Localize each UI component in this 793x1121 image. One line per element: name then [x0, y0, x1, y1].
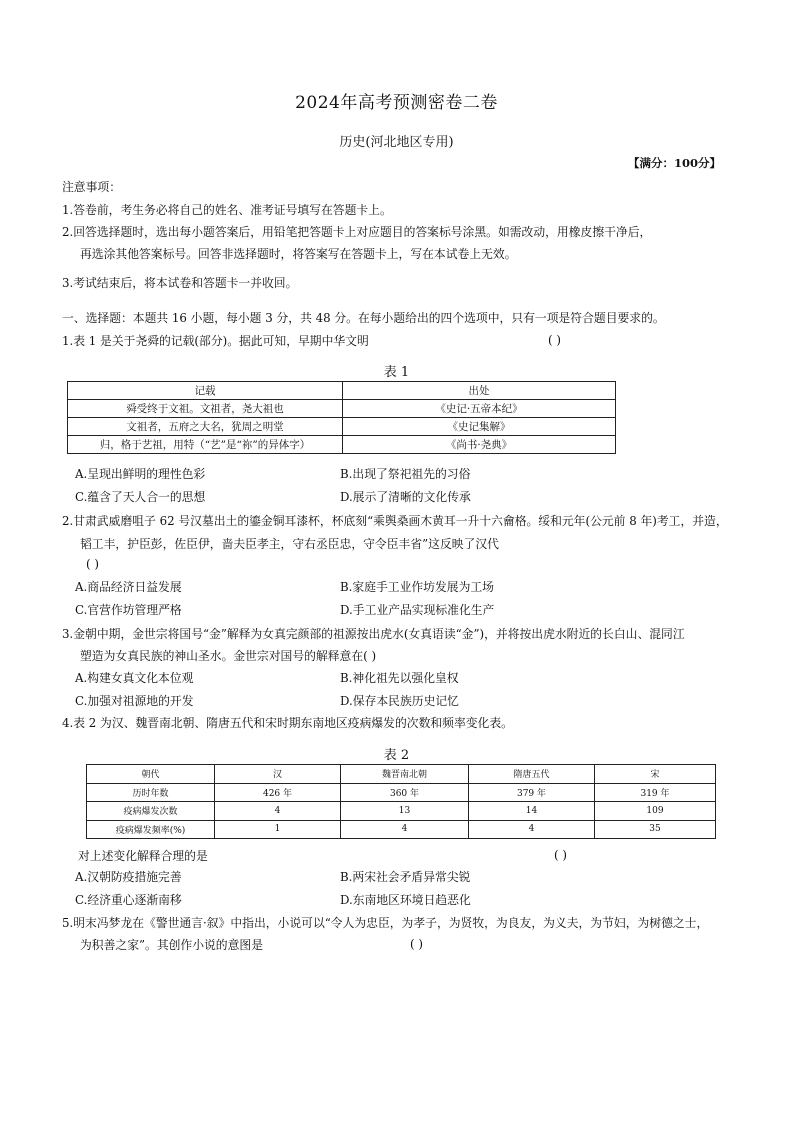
table-cell: 文祖者，五府之大名，犹周之明堂	[68, 418, 343, 436]
q1-option-b: B.出现了祭祀祖先的习俗	[340, 467, 471, 481]
q2-option-c: C.官营作坊管理严格	[75, 603, 182, 617]
table-cell: 4	[469, 820, 595, 839]
table-header: 朝代	[87, 765, 215, 784]
table-cell: 379 年	[469, 783, 595, 802]
table-cell: 109	[595, 802, 716, 821]
q3-option-c: C.加强对祖源地的开发	[75, 694, 194, 708]
table2-caption: 表 2	[383, 748, 410, 763]
q4-option-a: A.汉朝防疫措施完善	[75, 870, 182, 884]
q4-stem: 4.表 2 为汉、魏晋南北朝、隋唐五代和宋时期东南地区疫病爆发的次数和频率变化表。	[62, 716, 513, 730]
q2-stem-line1: 2.甘肃武威磨咀子 62 号汉墓出土的鎏金铜耳漆杯，杯底刻“乘舆桑画木黄耳一升十六龠格。绥和元年(公元前 8 年)考工，并造，	[62, 514, 728, 528]
table-cell: 《史记·五帝本纪》	[343, 400, 616, 418]
q3-stem-line2: 塑造为女真民族的神山圣水。金世宗对国号的解释意在( )	[80, 649, 377, 663]
table-row	[68, 418, 616, 436]
table-header: 出处	[343, 382, 616, 400]
q5-stem-line2: 为积善之家”。其创作小说的意图是	[80, 938, 263, 952]
q1-answer-paren: ( )	[548, 333, 561, 347]
table-cell: 14	[469, 802, 595, 821]
table-row	[87, 820, 716, 839]
table-cell: 《尚书·尧典》	[343, 436, 616, 454]
table-cell: 360 年	[341, 783, 469, 802]
q5-stem-line1: 5.明末冯梦龙在《警世通言·叙》中指出，小说可以“令人为忠臣，为孝子，为贤牧，为良友，为义夫，为节妇，为树德之士，	[62, 916, 709, 930]
table-header: 汉	[215, 765, 341, 784]
table-cell: 426 年	[215, 783, 341, 802]
table-cell: 4	[341, 820, 469, 839]
full-score: 【满分：100分】	[627, 156, 721, 170]
q5-answer-paren: ( )	[410, 937, 423, 951]
table-cell: 13	[341, 802, 469, 821]
table-cell: 疫病爆发频率(%)	[87, 820, 215, 839]
note-item-2: 2.回答选择题时，选出每小题答案后，用铅笔把答题卡上对应题目的答案标号涂黑。如需改动，用橡皮擦干净后，	[62, 225, 652, 239]
q2-option-b: B.家庭手工业作坊发展为工场	[340, 580, 494, 594]
table-cell: 归，格于艺祖，用特（“艺”是“祢”的异体字）	[68, 436, 343, 454]
exam-subtitle: 历史(河北地区专用)	[339, 135, 454, 150]
table-header: 宋	[595, 765, 716, 784]
table-row	[68, 436, 616, 454]
note-item-3: 3.考试结束后，将本试卷和答题卡一并收回。	[62, 276, 298, 290]
table-header-row	[68, 382, 616, 400]
table-cell: 疫病爆发次数	[87, 802, 215, 821]
q3-option-b: B.神化祖先以强化皇权	[340, 671, 459, 685]
q4-option-c: C.经济重心逐渐南移	[75, 893, 182, 907]
table-cell: 4	[215, 802, 341, 821]
q3-option-d: D.保存本民族历史记忆	[340, 694, 459, 708]
q2-answer-paren: ( )	[86, 557, 99, 571]
table1	[67, 381, 616, 454]
table-cell: 《史记集解》	[343, 418, 616, 436]
table-header-row	[87, 765, 716, 784]
table-cell: 35	[595, 820, 716, 839]
q2-option-d: D.手工业产品实现标准化生产	[340, 603, 495, 617]
table1-caption: 表 1	[383, 365, 410, 380]
table-row	[87, 802, 716, 821]
table-row	[68, 400, 616, 418]
note-item-2-cont: 再选涂其他答案标号。回答非选择题时，将答案写在答题卡上，写在本试卷上无效。	[80, 247, 517, 261]
table-header: 记载	[68, 382, 343, 400]
notes-heading: 注意事项：	[62, 180, 121, 194]
q3-stem-line1: 3.金朝中期，金世宗将国号“金”解释为女真完颜部的祖源按出虎水(女真语读“金”)，并将按出虎水附近的长白山、混同江	[62, 627, 685, 641]
q1-option-d: D.展示了清晰的文化传承	[340, 490, 471, 504]
section-heading: 一、选择题：本题共 16 小题，每小题 3 分，共 48 分。在每小题给出的四个选项中，只有一项是符合题目要求的。	[62, 311, 665, 325]
q1-option-c: C.蕴含了天人合一的思想	[75, 490, 206, 504]
table-row	[87, 783, 716, 802]
q4-option-d: D.东南地区环境日趋恶化	[340, 893, 471, 907]
q1-stem: 1.表 1 是关于尧舜的记载(部分)。据此可知，早期中华文明	[62, 334, 369, 348]
note-item-1: 1.答卷前，考生务必将自己的姓名、准考证号填写在答题卡上。	[62, 203, 392, 217]
table2	[86, 764, 716, 839]
q4-answer-paren: ( )	[554, 848, 567, 862]
q1-option-a: A.呈现出鲜明的理性色彩	[75, 467, 206, 481]
q3-option-a: A.构建女真文化本位观	[75, 671, 194, 685]
q4-followup: 对上述变化解释合理的是	[78, 849, 208, 863]
table-cell: 1	[215, 820, 341, 839]
table-cell: 319 年	[595, 783, 716, 802]
table-cell: 历时年数	[87, 783, 215, 802]
table-header: 魏晋南北朝	[341, 765, 469, 784]
q4-option-b: B.两宋社会矛盾异常尖锐	[340, 870, 471, 884]
table-header: 隋唐五代	[469, 765, 595, 784]
q2-option-a: A.商品经济日益发展	[75, 580, 182, 594]
table-cell: 舜受终于文祖。文祖者，尧大祖也	[68, 400, 343, 418]
exam-title: 2024年高考预测密卷二卷	[295, 93, 498, 113]
q2-stem-line2: 韬工丰，护臣彭，佐臣伊，啬夫臣孝主，守右丞臣忠，守令臣丰省”这反映了汉代	[80, 537, 499, 551]
